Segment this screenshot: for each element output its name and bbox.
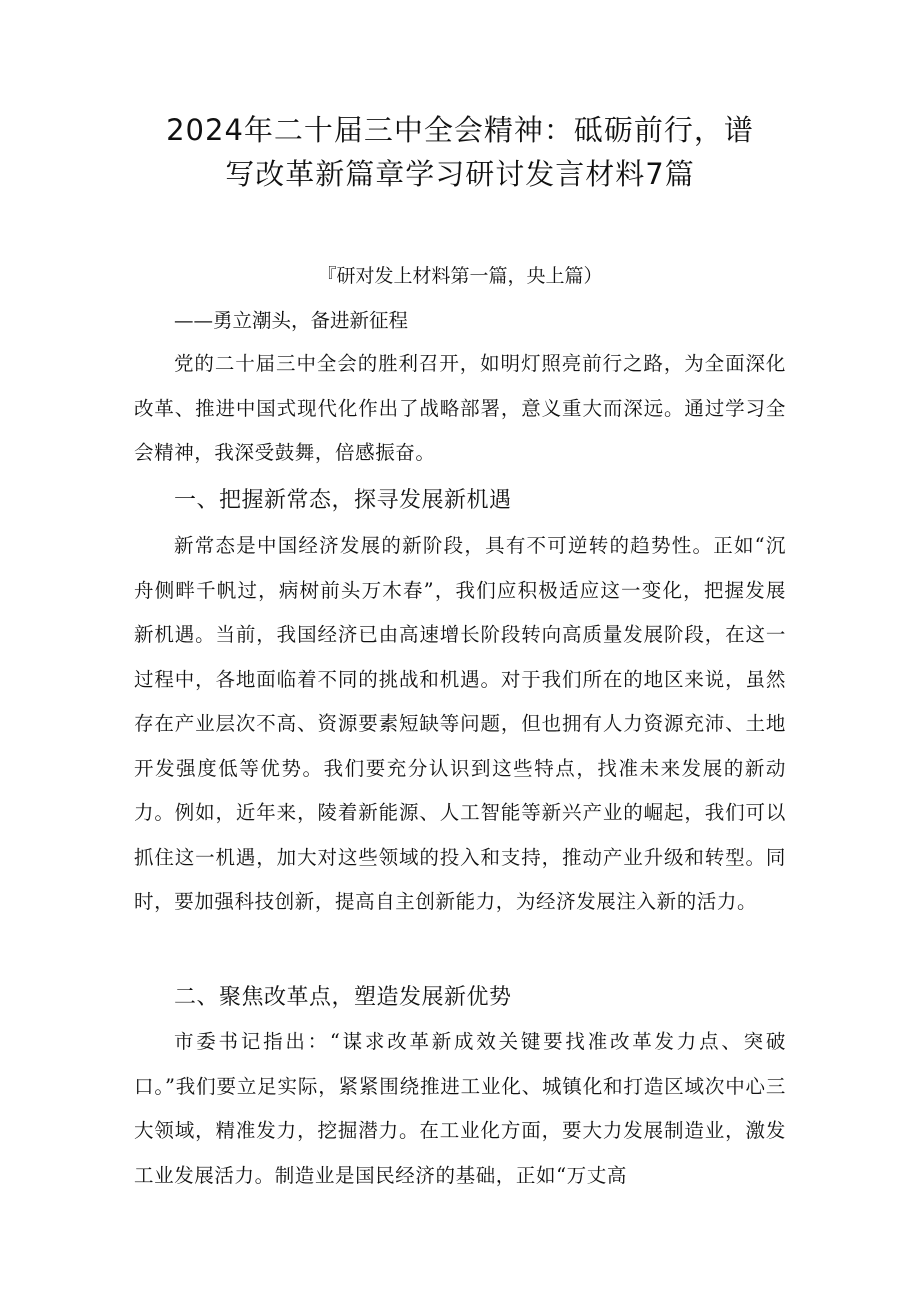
section-2-paragraph: 市委书记指出：“谋求改革新成效关键要找准改革发力点、突破口。”我们要立足实际，紧紧围绕推进工业化、城镇化和打造区域次中心三大领域，精准发力，挖掘潜力。在工业化方面，要大力发展制造业，激发工业发展活力。制造业是国民经济的基础，正如“万丈高 [134, 1030, 786, 1187]
document-title [110, 108, 810, 196]
section-1-heading: 一、把握新常态，探寻发展新机遇 [174, 488, 512, 513]
document-subtitle: 『研对发上材料第一篇，央上篇） [317, 265, 603, 287]
section-1-paragraph: 新常态是中国经济发展的新阶段，具有不可逆转的趋势性。正如“沉舟侧畔千帆过，病树前头万木春”，我们应积极适应这一变化，把握发展新机遇。当前，我国经济已由高速增长阶段转向高质量发展阶段，在这一过程中，各地面临着不同的挑战和机遇。对于我们所在的地区来说，虽然存在产业层次不高、资源要素短缺等问题，但也拥有人力资源充沛、土地开发强度低等优势。我们要充分认识到这些特点，找准未来发展的新动力。例如，近年来，陵着新能源、人工智能等新兴产业的崛起，我们可以抓住这一机遇，加大对这些领域的投入和支持，推动产业升级和转型。同时，要加强科技创新，提高自主创新能力，为经济发展注入新的活力。 [134, 534, 786, 913]
section-2-heading: 二、聚焦改革点，塑造发展新优势 [174, 985, 512, 1010]
intro-paragraph: 党的二十届三中全会的胜利召开，如明灯照亮前行之路，为全面深化改革、推进中国式现代化作出了战略部署，意义重大而深远。通过学习全会精神，我深受鼓舞，倍感振奋。 [134, 352, 786, 464]
title-line-2: 写改革新篇章学习研讨发言材料7篇 [225, 157, 695, 191]
document-tagline: ——勇立潮头，备进新征程 [174, 309, 409, 332]
title-line-1: 2024年二十届三中全会精神：砥砺前行，谱 [166, 113, 754, 147]
